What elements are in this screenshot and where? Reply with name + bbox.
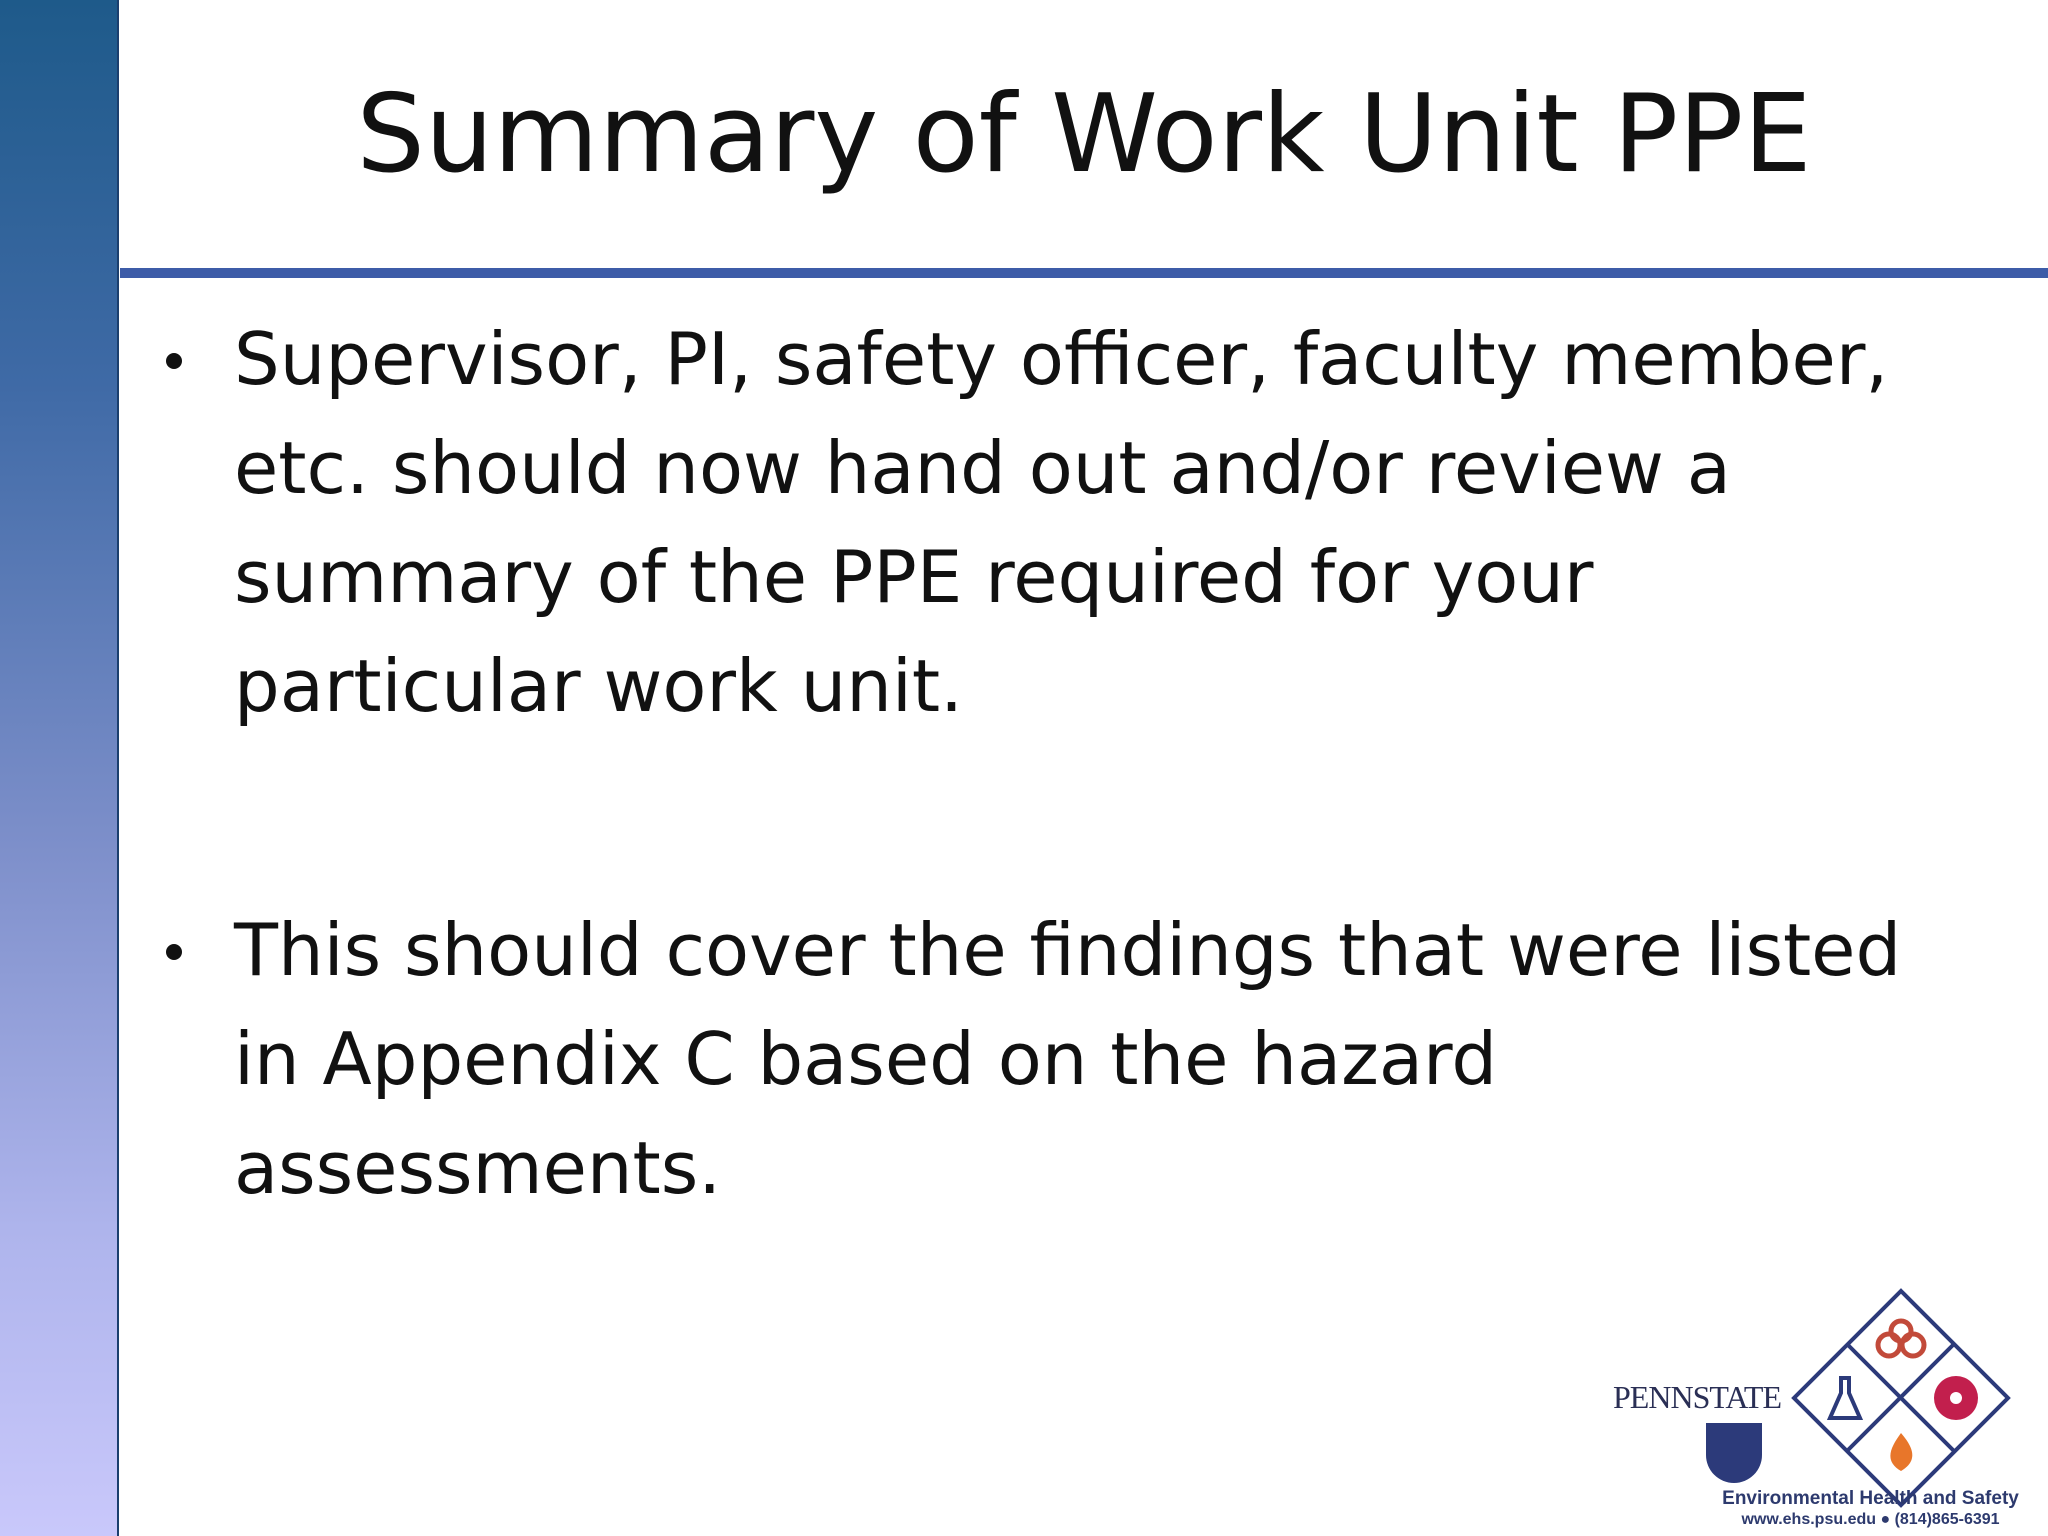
hazard-diamond-icon (1786, 1283, 2016, 1513)
bullet-line: This should cover the findings that were listed (234, 908, 1902, 992)
logo-wordmark: PENNSTATE (1613, 1379, 1781, 1415)
shield-icon (1706, 1423, 1762, 1483)
bullet-line: summary of the PPE required for your (234, 535, 1594, 619)
pennstate-ehs-logo (1608, 1283, 2048, 1536)
bullet-dot-icon (166, 353, 182, 369)
bullet-line: assessments. (234, 1126, 722, 1210)
bullet-item (148, 896, 2028, 1223)
logo-caption-line1: Environmental Health and Safety (1722, 1488, 2019, 1509)
title-divider (120, 268, 2048, 278)
bullet-item (148, 305, 2028, 741)
bullet-dot-icon (166, 944, 182, 960)
logo-caption-line2: www.ehs.psu.edu ● (814)865-6391 (1741, 1511, 2000, 1528)
bullet-line: Supervisor, PI, safety officer, faculty member, (234, 317, 1889, 401)
bullet-line: particular work unit. (234, 644, 963, 728)
slide-title: Summary of Work Unit PPE (356, 72, 1812, 197)
bullet-line: etc. should now hand out and/or review a (234, 426, 1731, 510)
bullet-list (148, 305, 2028, 1223)
logo-caption (1693, 1488, 2048, 1530)
bullet-line: in Appendix C based on the hazard (234, 1017, 1498, 1101)
sidebar-gradient-bar (0, 0, 119, 1536)
